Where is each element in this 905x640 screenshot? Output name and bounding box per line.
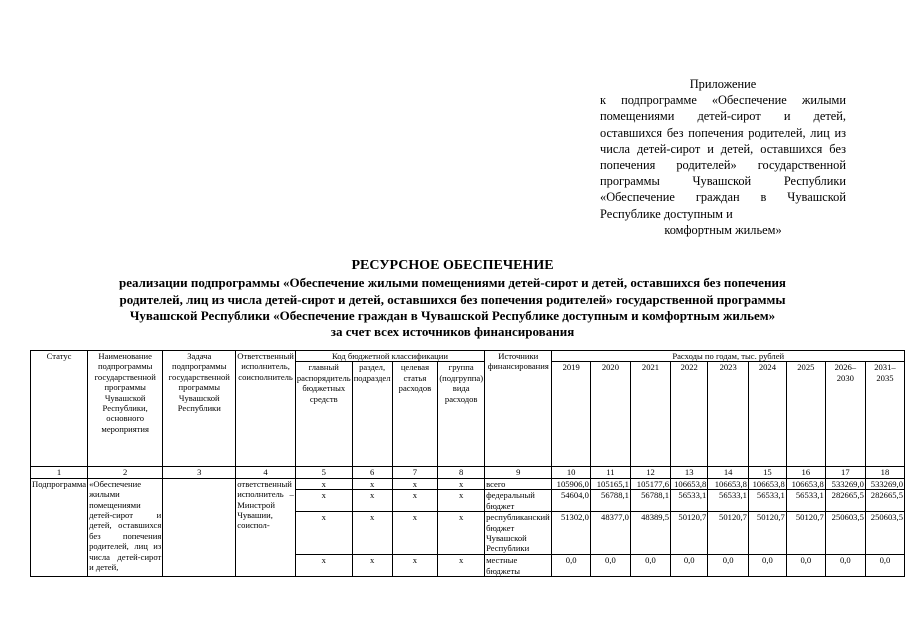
source-cell: местные бюджеты bbox=[485, 555, 552, 577]
column-number: 3 bbox=[163, 467, 236, 478]
column-number: 6 bbox=[352, 467, 392, 478]
column-number: 18 bbox=[865, 467, 904, 478]
value-cell: 0,0 bbox=[708, 555, 749, 577]
appendix-tail: комфортным жильем» bbox=[664, 222, 782, 237]
header-status: Статус bbox=[31, 351, 88, 467]
title-line-3: Чувашской Республики «Обеспечение граждан в Чувашской Республике доступным и комфортным жильем» bbox=[129, 307, 776, 323]
value-cell: 56788,1 bbox=[590, 490, 630, 512]
header-year: 2024 bbox=[748, 362, 786, 467]
title-line-1: реализации подпрограммы «Обеспечение жилыми помещениями детей-сирот и детей, оставшихся без попечения bbox=[119, 275, 786, 291]
value-cell: 105165,1 bbox=[590, 478, 630, 489]
header-rzpr: раздел, подраздел bbox=[352, 362, 392, 467]
appendix-heading: Приложение bbox=[689, 77, 757, 91]
code-rzpr-cell: x bbox=[352, 555, 392, 577]
source-cell: всего bbox=[485, 478, 552, 489]
code-rzpr-cell: x bbox=[352, 478, 392, 489]
value-cell: 282665,5 bbox=[825, 490, 865, 512]
column-number: 17 bbox=[825, 467, 865, 478]
header-grbs: главный распорядитель бюджетных средств bbox=[295, 362, 352, 467]
name-cell: «Обеспечение жилыми помещениями детей-сирот и детей, оставшихся без попечения родителей, лиц из числа детей-сирот и детей, bbox=[88, 478, 163, 576]
value-cell: 54604,0 bbox=[552, 490, 590, 512]
value-cell: 250603,5 bbox=[825, 512, 865, 555]
value-cell: 56533,1 bbox=[671, 490, 708, 512]
value-cell: 0,0 bbox=[825, 555, 865, 577]
title-line-4: за счет всех источников финансирования bbox=[330, 324, 575, 340]
value-cell: 50120,7 bbox=[748, 512, 786, 555]
value-cell: 106653,8 bbox=[748, 478, 786, 489]
value-cell: 106653,8 bbox=[708, 478, 749, 489]
resource-table bbox=[30, 350, 905, 577]
header-task: Задача подпрограммы государственной программы Чувашской Республики bbox=[163, 351, 236, 467]
code-csr-cell: x bbox=[392, 490, 438, 512]
table-row bbox=[31, 478, 905, 489]
header-responsible: Ответственный исполнитель, соисполнитель bbox=[236, 351, 296, 467]
code-grbs-cell: x bbox=[295, 555, 352, 577]
header-year: 2023 bbox=[708, 362, 749, 467]
value-cell: 51302,0 bbox=[552, 512, 590, 555]
code-rzpr-cell: x bbox=[352, 490, 392, 512]
value-cell: 50120,7 bbox=[708, 512, 749, 555]
header-year: 2022 bbox=[671, 362, 708, 467]
column-number: 5 bbox=[295, 467, 352, 478]
value-cell: 0,0 bbox=[671, 555, 708, 577]
document-title bbox=[60, 258, 845, 340]
column-number: 1 bbox=[31, 467, 88, 478]
code-csr-cell: x bbox=[392, 478, 438, 489]
column-number: 15 bbox=[748, 467, 786, 478]
column-number: 16 bbox=[786, 467, 825, 478]
column-number-row bbox=[31, 467, 905, 478]
code-grbs-cell: x bbox=[295, 478, 352, 489]
value-cell: 105906,0 bbox=[552, 478, 590, 489]
responsible-cell: ответственный исполнитель – Минстрой Чувашии, соиспол- bbox=[236, 478, 296, 576]
header-year: 2019 bbox=[552, 362, 590, 467]
value-cell: 48389,5 bbox=[630, 512, 670, 555]
header-budget-code: Код бюджетной классификации bbox=[295, 351, 484, 362]
value-cell: 48377,0 bbox=[590, 512, 630, 555]
source-cell: федеральный бюджет bbox=[485, 490, 552, 512]
code-vr-cell: x bbox=[438, 512, 485, 555]
code-vr-cell: x bbox=[438, 555, 485, 577]
value-cell: 56533,1 bbox=[748, 490, 786, 512]
header-year: 2020 bbox=[590, 362, 630, 467]
column-number: 13 bbox=[671, 467, 708, 478]
column-number: 10 bbox=[552, 467, 590, 478]
column-number: 7 bbox=[392, 467, 438, 478]
header-sources: Источники финансирования bbox=[485, 351, 552, 467]
value-cell: 50120,7 bbox=[786, 512, 825, 555]
header-year: 2031–2035 bbox=[865, 362, 904, 467]
header-csr: целевая статья расходов bbox=[392, 362, 438, 467]
header-vr: группа (подгруппа) вида расходов bbox=[438, 362, 485, 467]
value-cell: 0,0 bbox=[552, 555, 590, 577]
code-csr-cell: x bbox=[392, 512, 438, 555]
column-number: 12 bbox=[630, 467, 670, 478]
title-line-2: родителей, лиц из числа детей-сирот и детей, оставшихся без попечения родителей» государственной программы bbox=[119, 291, 786, 307]
column-number: 4 bbox=[236, 467, 296, 478]
value-cell: 282665,5 bbox=[865, 490, 904, 512]
value-cell: 0,0 bbox=[748, 555, 786, 577]
value-cell: 0,0 bbox=[590, 555, 630, 577]
column-number: 9 bbox=[485, 467, 552, 478]
code-vr-cell: x bbox=[438, 478, 485, 489]
value-cell: 56533,1 bbox=[786, 490, 825, 512]
code-grbs-cell: x bbox=[295, 512, 352, 555]
title-main: РЕСУРСНОЕ ОБЕСПЕЧЕНИЕ bbox=[351, 258, 554, 273]
value-cell: 250603,5 bbox=[865, 512, 904, 555]
value-cell: 56788,1 bbox=[630, 490, 670, 512]
status-cell: Подпрограмма bbox=[31, 478, 88, 576]
task-cell bbox=[163, 478, 236, 576]
column-number: 11 bbox=[590, 467, 630, 478]
value-cell: 0,0 bbox=[630, 555, 670, 577]
value-cell: 105177,6 bbox=[630, 478, 670, 489]
value-cell: 0,0 bbox=[786, 555, 825, 577]
code-grbs-cell: x bbox=[295, 490, 352, 512]
value-cell: 106653,8 bbox=[671, 478, 708, 489]
value-cell: 106653,8 bbox=[786, 478, 825, 489]
value-cell: 56533,1 bbox=[708, 490, 749, 512]
header-name: Наименование подпрограммы государственной программы Чувашской Республики, основного мероприятия bbox=[88, 351, 163, 467]
header-year: 2021 bbox=[630, 362, 670, 467]
header-year: 2026–2030 bbox=[825, 362, 865, 467]
code-vr-cell: x bbox=[438, 490, 485, 512]
code-csr-cell: x bbox=[392, 555, 438, 577]
value-cell: 533269,0 bbox=[865, 478, 904, 489]
appendix-body: к подпрограмме «Обеспечение жилыми помещениями детей-сирот и детей, оставшихся без попечения родителей, лиц из числа детей-сирот и детей, оставшихся без попечения родителей» государственной программы Чувашской Республики «Обеспечение граждан в Чувашской Республике доступным и bbox=[600, 93, 846, 221]
code-rzpr-cell: x bbox=[352, 512, 392, 555]
value-cell: 533269,0 bbox=[825, 478, 865, 489]
value-cell: 0,0 bbox=[865, 555, 904, 577]
column-number: 8 bbox=[438, 467, 485, 478]
value-cell: 50120,7 bbox=[671, 512, 708, 555]
appendix-note bbox=[600, 76, 846, 238]
column-number: 14 bbox=[708, 467, 749, 478]
column-number: 2 bbox=[88, 467, 163, 478]
header-years-group: Расходы по годам, тыс. рублей bbox=[552, 351, 905, 362]
source-cell: республиканский бюджет Чувашской Республики bbox=[485, 512, 552, 555]
header-year: 2025 bbox=[786, 362, 825, 467]
